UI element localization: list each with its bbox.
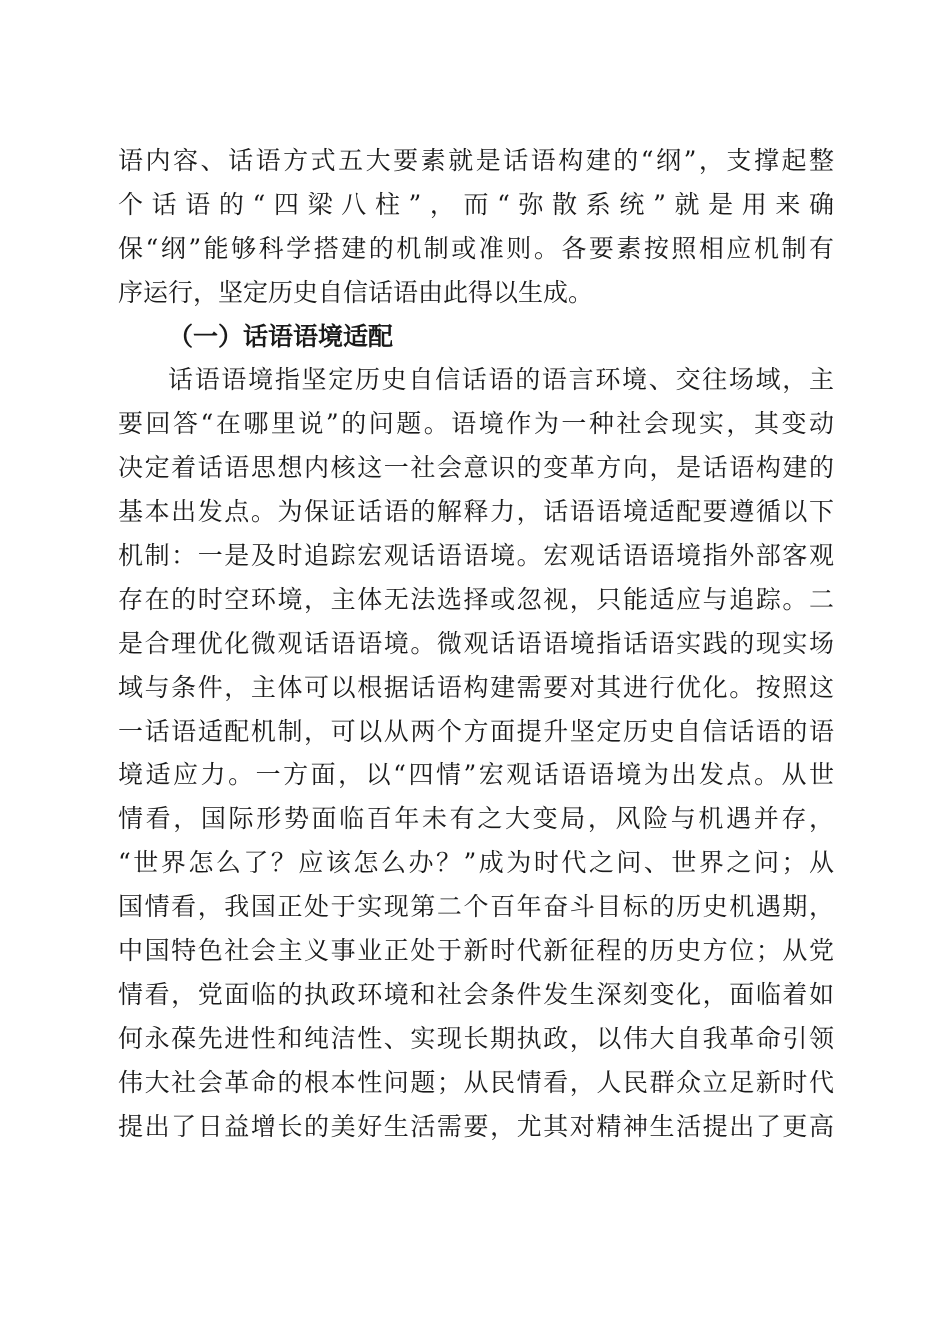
text-line: 境适应力。一方面，以“四情”宏观话语语境为出发点。从世 [118,760,834,790]
text-line: 保“纲”能够科学搭建的机制或准则。各要素按照相应机制有 [118,233,834,263]
section-heading: （一）话语语境适配 [168,321,394,351]
paragraph-context [118,358,834,1148]
text-line: 基本出发点。为保证话语的解释力，话语语境适配要遵循以下 [118,497,834,527]
text-line: 是合理优化微观话语语境。微观话语语境指话语实践的现实场 [118,628,834,658]
text-line: 序运行，坚定历史自信话语由此得以生成。 [118,277,594,307]
text-line: 一话语适配机制，可以从两个方面提升坚定历史自信话语的语 [118,716,834,746]
body-text [118,139,834,1148]
text-line: 提出了日益增长的美好生活需要，尤其对精神生活提出了更高 [118,1111,834,1141]
text-line: 何永葆先进性和纯洁性、实现长期执政，以伟大自我革命引领 [118,1023,834,1053]
text-line: 域与条件，主体可以根据话语构建需要对其进行优化。按照这 [118,672,834,702]
text-line: 伟大社会革命的根本性问题；从民情看，人民群众立足新时代 [118,1067,834,1097]
text-line: 情看，党面临的执政环境和社会条件发生深刻变化，面临着如 [118,979,834,1009]
text-line: 情看，国际形势面临百年未有之大变局，风险与机遇并存， [118,804,834,834]
text-line: 个话语的“四梁八柱”，而“弥散系统”就是用来确 [118,189,834,219]
text-line: 要回答“在哪里说”的问题。语境作为一种社会现实，其变动 [118,409,834,439]
text-line: 话语语境指坚定历史自信话语的语言环境、交往场域，主 [168,365,834,395]
text-line: 机制：一是及时追踪宏观话语语境。宏观话语语境指外部客观 [118,541,834,571]
text-line: 中国特色社会主义事业正处于新时代新征程的历史方位；从党 [118,936,834,966]
text-line: “世界怎么了？应该怎么办？”成为时代之问、世界之问；从 [118,848,834,878]
text-line: 存在的时空环境，主体无法选择或忽视，只能适应与追踪。二 [118,584,834,614]
text-line: 语内容、话语方式五大要素就是话语构建的“纲”，支撑起整 [118,146,834,175]
text-line: 决定着话语思想内核这一社会意识的变革方向，是话语构建的 [118,453,834,483]
paragraph-continued [118,139,834,315]
text-line: 国情看，我国正处于实现第二个百年奋斗目标的历史机遇期， [118,892,834,922]
